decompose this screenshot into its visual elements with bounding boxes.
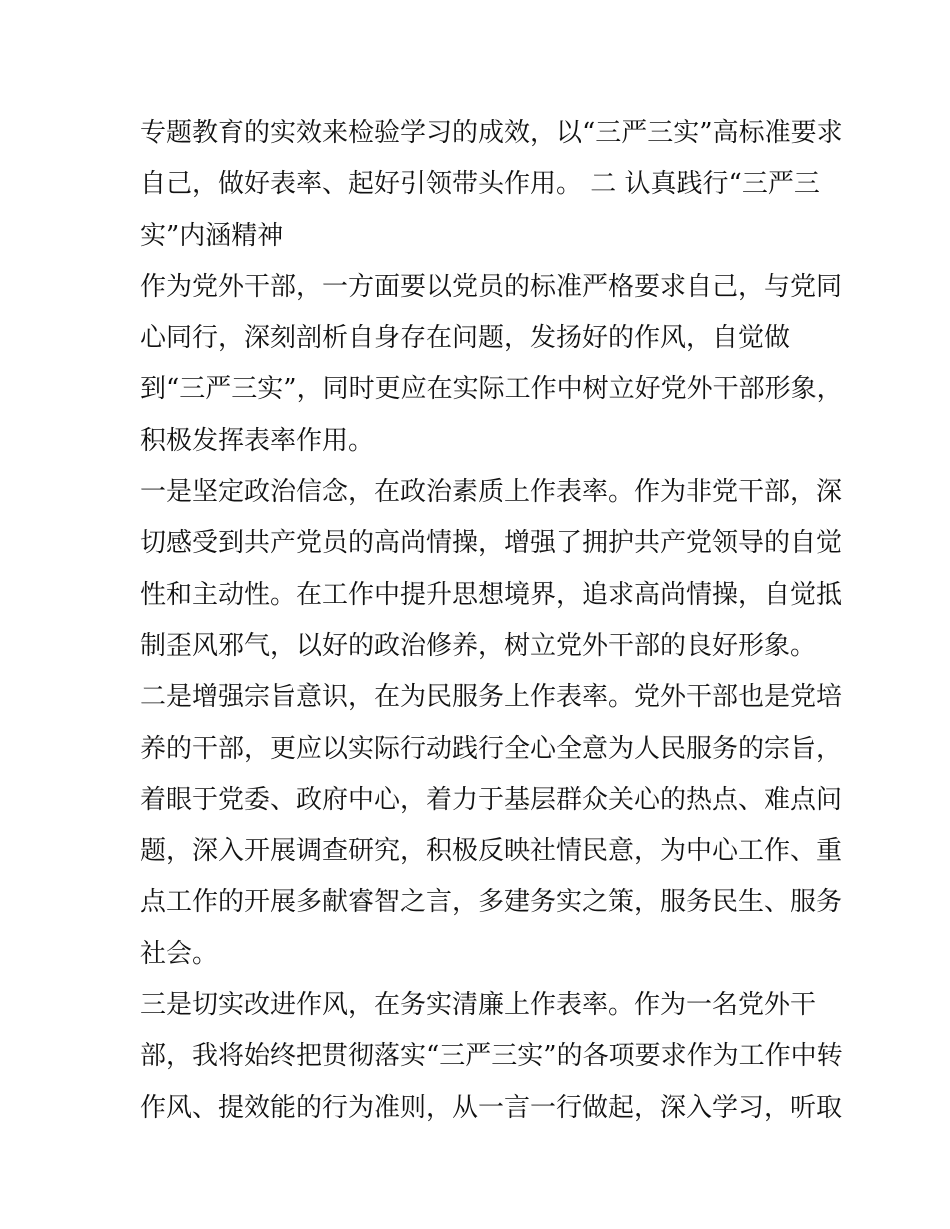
text-line-12: 二是增强宗旨意识，在为民服务上作表率。党外干部也是党培 bbox=[140, 682, 843, 713]
text-line-8: 一是坚定政治信念，在政治素质上作表率。作为非党干部，深 bbox=[140, 477, 843, 508]
text-line-3: 实”内涵精神 bbox=[140, 220, 284, 251]
text-line-16: 点工作的开展多献睿智之言，多建务实之策，服务民生、服务 bbox=[140, 887, 843, 918]
text-line-7: 积极发挥表率作用。 bbox=[140, 425, 375, 456]
text-line-15: 题，深入开展调查研究，积极反映社情民意，为中心工作、重 bbox=[140, 836, 843, 867]
text-line-13: 养的干部，更应以实际行动践行全心全意为人民服务的宗旨， bbox=[140, 733, 843, 764]
text-line-2: 自己，做好表率、起好引领带头作用。 二 认真践行“三严三 bbox=[140, 169, 820, 200]
text-line-20: 作风、提效能的行为准则，从一言一行做起，深入学习，听取 bbox=[140, 1092, 843, 1123]
text-line-4: 作为党外干部，一方面要以党员的标准严格要求自己，与党同 bbox=[140, 271, 843, 302]
text-line-1: 专题教育的实效来检验学习的成效，以“三严三实”高标准要求 bbox=[140, 118, 843, 148]
text-line-6: 到“三严三实”，同时更应在实际工作中树立好党外干部形象， bbox=[140, 374, 843, 405]
text-line-11: 制歪风邪气，以好的政治修养，树立党外干部的良好形象。 bbox=[140, 630, 817, 661]
text-line-18: 三是切实改进作风，在务实清廉上作表率。作为一名党外干 bbox=[140, 990, 817, 1021]
text-line-14: 着眼于党委、政府中心，着力于基层群众关心的热点、难点问 bbox=[140, 784, 843, 815]
document-body bbox=[140, 108, 843, 1134]
text-line-9: 切感受到共产党员的高尚情操，增强了拥护共产党领导的自觉 bbox=[140, 528, 843, 559]
text-line-17: 社会。 bbox=[140, 938, 219, 969]
text-line-19: 部，我将始终把贯彻落实“三严三实”的各项要求作为工作中转 bbox=[140, 1041, 843, 1072]
text-line-10: 性和主动性。在工作中提升思想境界，追求高尚情操，自觉抵 bbox=[140, 579, 843, 610]
text-line-5: 心同行，深刻剖析自身存在问题，发扬好的作风，自觉做 bbox=[140, 323, 791, 354]
